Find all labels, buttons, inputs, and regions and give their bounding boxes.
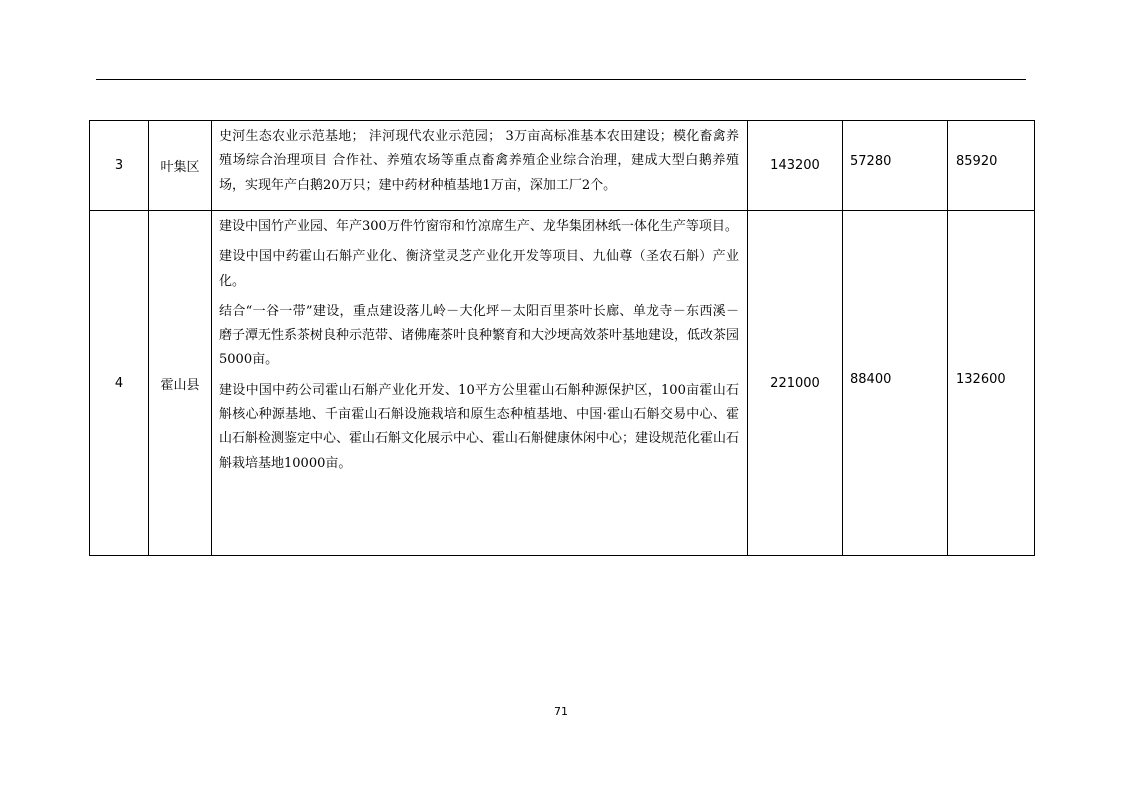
investment-b [948,121,1035,211]
investment-b-value: 85920 [956,154,998,169]
description-paragraph: 建设中国竹产业园、年产300万件竹窗帘和竹凉席生产、龙华集团林纸一体化生产等项目。 [219,219,738,234]
district-name: 霍山县 [149,211,212,556]
table-row [90,121,1035,211]
row-number: 4 [90,211,149,556]
investment-a-value: 57280 [850,154,892,169]
description-paragraph: 史河生态农业示范基地； 沣河现代农业示范园； 3万亩高标准基本农田建设；模化畜禽养殖场综合治理项目 合作社、养殖农场等重点畜禽养殖企业综合治理，建成大型白鹅养殖场，实现年产白鹅20万只；建中药材种植基地1万亩，深加工厂2个。 [219,129,739,193]
total-investment: 221000 [748,211,843,556]
investment-b-value: 132600 [956,371,1006,387]
project-description [212,121,748,211]
description-paragraph: 结合“一谷一带”建设，重点建设落儿岭－大化坪－太阳百里茶叶长廊、单龙寺－东西溪－磨子潭无性系茶树良种示范带、诸佛庵茶叶良种繁育和大沙埂高效茶叶基地建设，低改茶园5000亩。 [219,303,740,368]
investment-a-value: 88400 [850,371,892,387]
project-description [212,211,748,556]
total-investment: 143200 [748,121,843,211]
row-number: 3 [90,121,149,211]
table-row [90,211,1035,556]
description-paragraph: 建设中国中药公司霍山石斛产业化开发、10平方公里霍山石斛种源保护区，100亩霍山石斛核心种源基地、千亩霍山石斛设施栽培和原生态种植基地、中国·霍山石斛交易中心、霍山石斛检测鉴定中心、霍山石斛文化展示中心、霍山石斛健康休闲中心；建设规范化霍山石斛栽培基地10000亩。 [219,382,740,471]
header-rule [96,79,1026,80]
district-name: 叶集区 [149,121,212,211]
description-paragraph: 建设中国中药霍山石斛产业化、衡济堂灵芝产业化开发等项目、九仙尊（圣农石斛）产业化。 [219,249,739,289]
page-number: 71 [554,705,568,718]
investment-b [948,211,1035,556]
data-table [89,120,1035,556]
investment-a [843,211,948,556]
investment-a [843,121,948,211]
